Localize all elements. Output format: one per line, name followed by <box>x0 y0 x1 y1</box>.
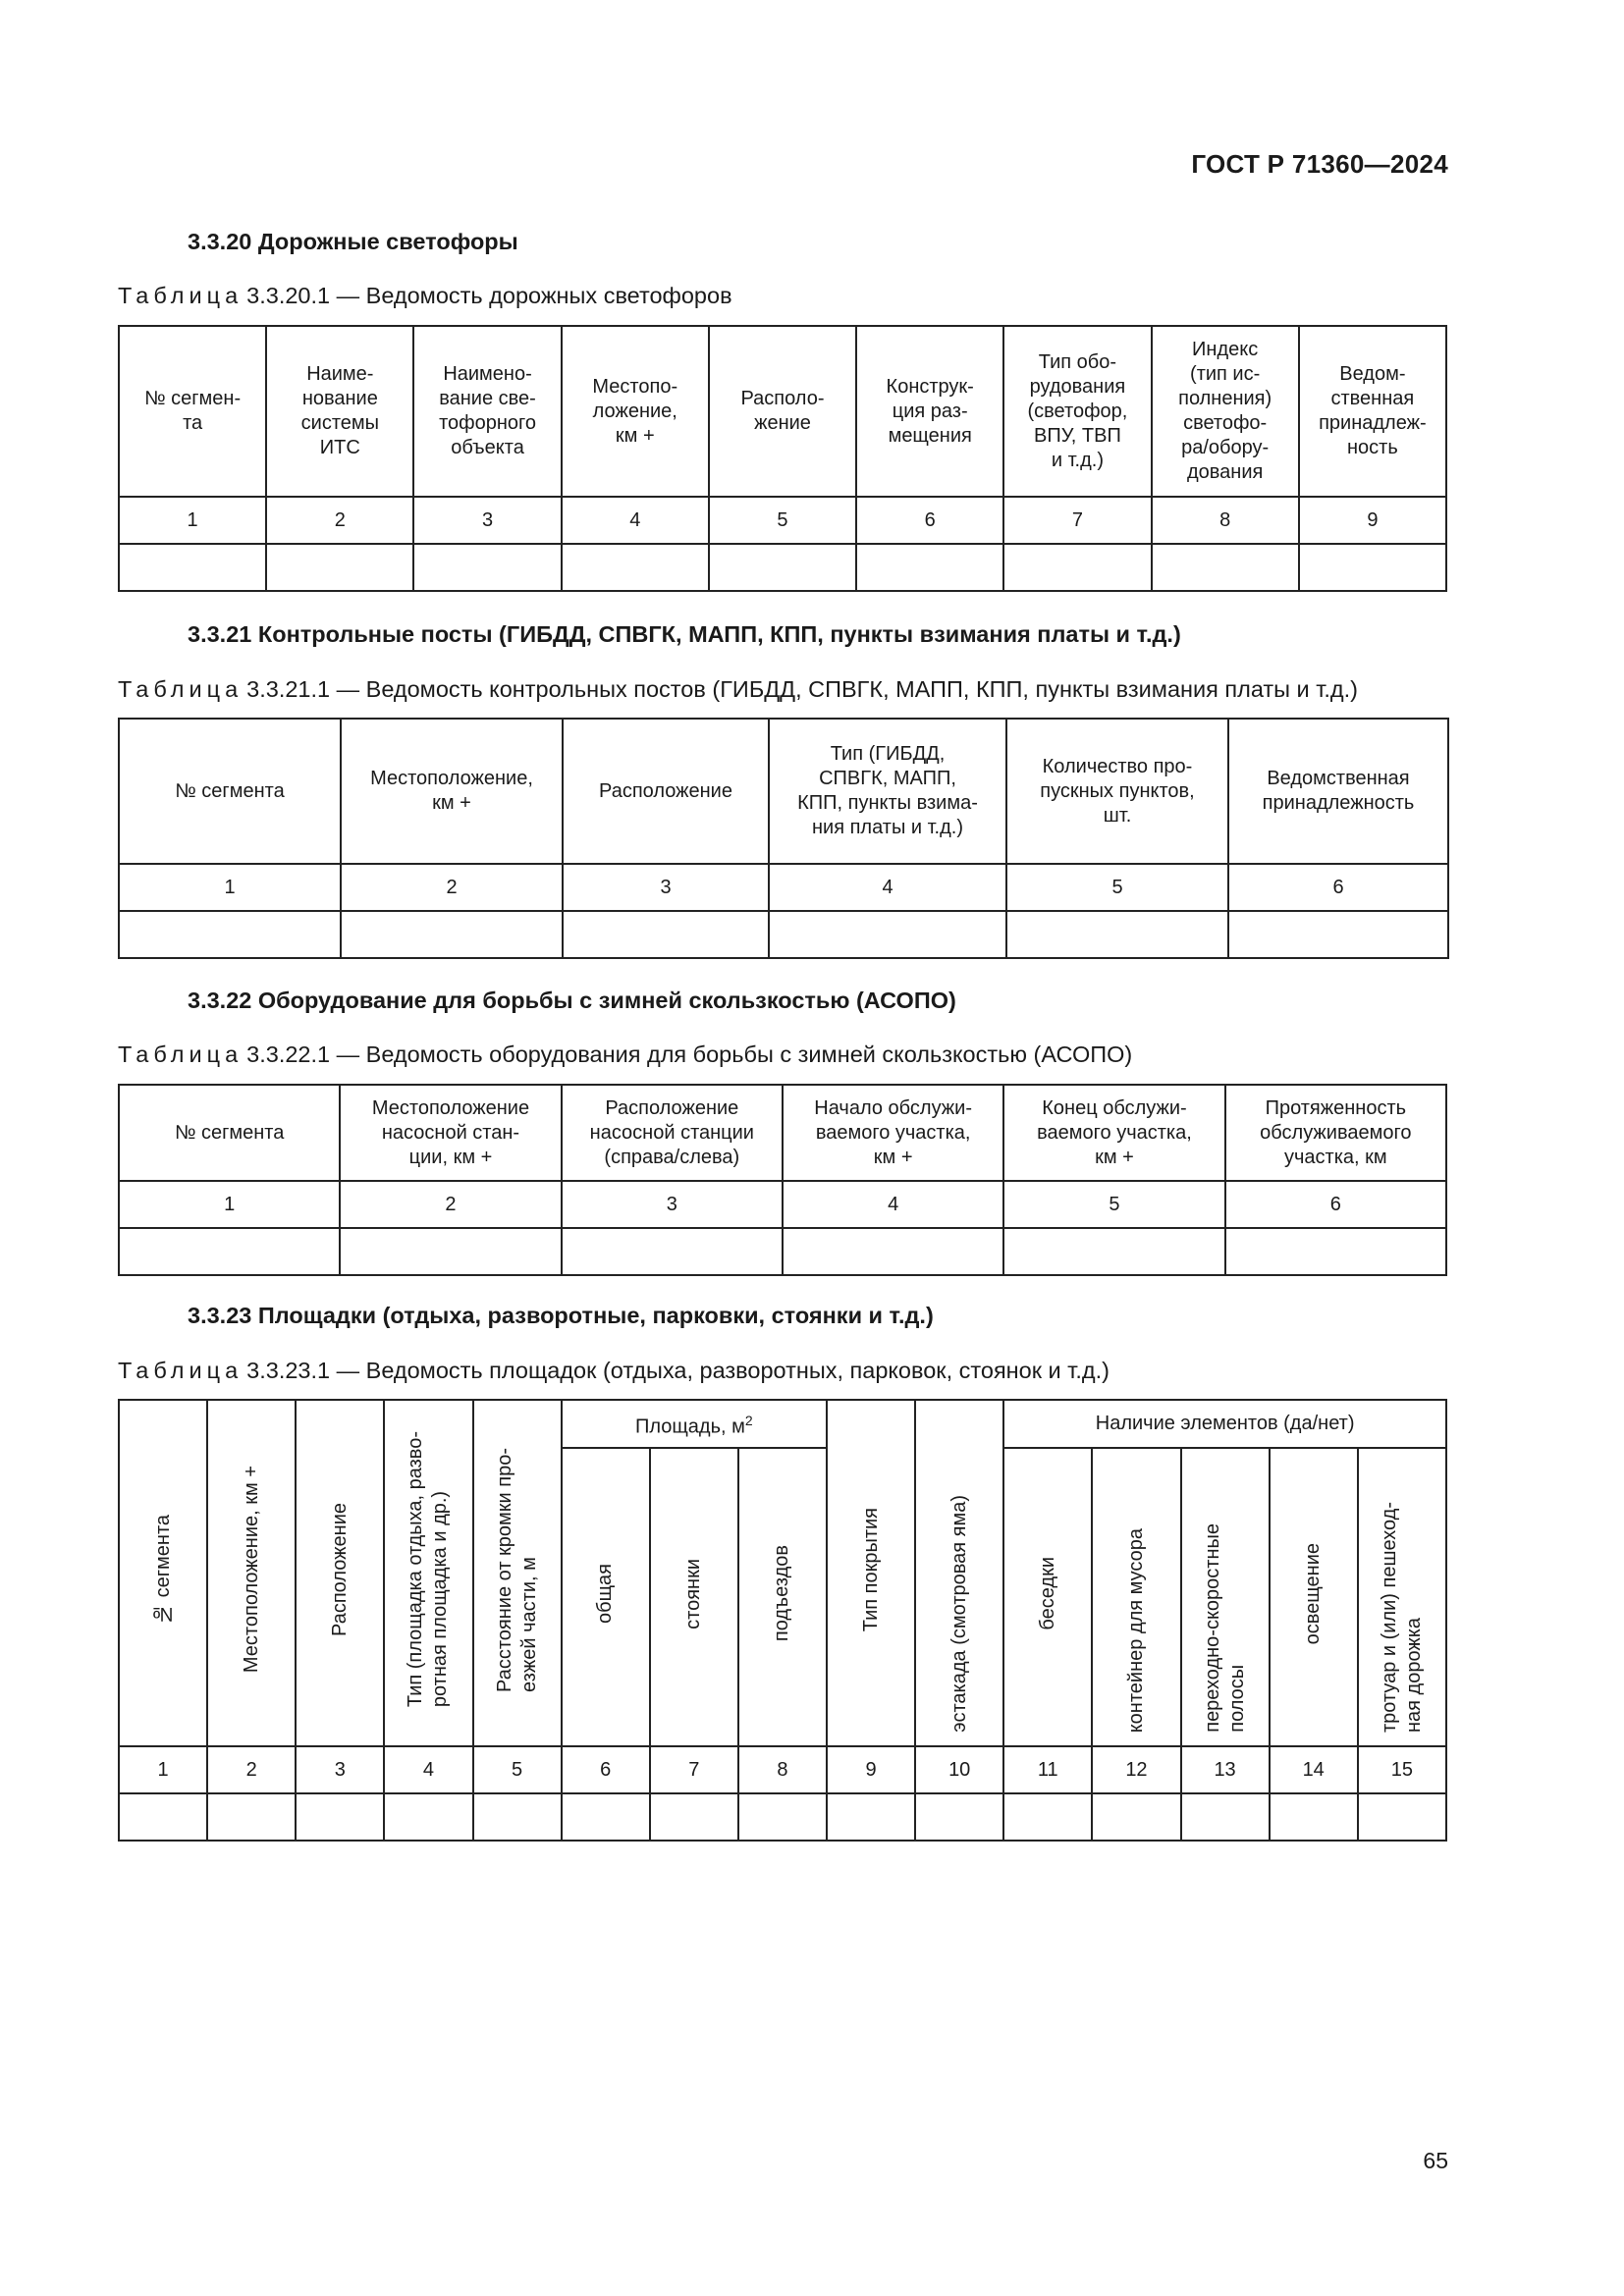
table-caption-3-3-23-1 <box>118 1358 1110 1384</box>
col-header-trash-container: контейнер для мусора <box>1092 1448 1180 1746</box>
table-cell <box>1003 544 1151 591</box>
col-header-object-name: Наимено- вание све- тофорного объекта <box>413 326 561 497</box>
table-caption-3-3-21-1 <box>118 676 1358 703</box>
column-number: 3 <box>563 864 769 911</box>
table-cell <box>650 1793 738 1841</box>
col-header-speed-change-lanes: переходно-скоростные полосы <box>1181 1448 1270 1746</box>
col-header-pump-station-location: Местоположение насосной стан- ции, км + <box>340 1085 561 1181</box>
col-header-segment: № сегмента <box>119 719 341 864</box>
col-header-location: Местоположение, км + <box>341 719 563 864</box>
column-number: 6 <box>856 497 1003 544</box>
col-header-position: Располо- жение <box>709 326 856 497</box>
empty-data-row <box>119 1793 1446 1841</box>
col-header-post-type: Тип (ГИБДД, СПВГК, МАПП, КПП, пункты взима- ния платы и т.д.) <box>769 719 1006 864</box>
column-number: 13 <box>1181 1746 1270 1793</box>
col-header-position: Расположение <box>563 719 769 864</box>
table-cell <box>1003 1793 1092 1841</box>
empty-data-row <box>119 911 1448 958</box>
table-cell <box>738 1793 827 1841</box>
column-number: 1 <box>119 864 341 911</box>
column-number: 8 <box>1152 497 1299 544</box>
column-number-row <box>119 497 1446 544</box>
col-header-ownership: Ведом- ственная принадлеж- ность <box>1299 326 1446 497</box>
table-header-row <box>119 326 1446 497</box>
table-cell <box>119 1228 340 1275</box>
col-header-checkpoint-count: Количество про- пускных пунктов, шт. <box>1006 719 1228 864</box>
column-number-row <box>119 1181 1446 1228</box>
caption-text: 3.3.22.1 — Ведомость оборудования для борьбы с зимней скользкостью (АСОПО) <box>246 1041 1133 1067</box>
table-cell <box>296 1793 384 1841</box>
table-cell <box>827 1793 915 1841</box>
column-number: 5 <box>1006 864 1228 911</box>
column-number: 4 <box>384 1746 472 1793</box>
table-cell <box>1181 1793 1270 1841</box>
table-cell <box>1152 544 1299 591</box>
table-caption-3-3-22-1 <box>118 1041 1132 1068</box>
caption-label: Таблица <box>118 1358 244 1383</box>
column-number: 1 <box>119 1746 207 1793</box>
table-cell <box>473 1793 562 1841</box>
table-cell <box>769 911 1006 958</box>
table-header-row <box>119 1085 1446 1181</box>
col-header-section-length: Протяженность обслуживаемого участка, км <box>1225 1085 1446 1181</box>
table-cell <box>1006 911 1228 958</box>
column-number: 2 <box>340 1181 561 1228</box>
col-header-overpass: эстакада (смотровая яма) <box>915 1400 1003 1746</box>
table-cell <box>915 1793 1003 1841</box>
table-cell <box>562 1228 783 1275</box>
col-header-index: Индекс (тип ис- полнения) светофо- ра/обору- дования <box>1152 326 1299 497</box>
col-header-lighting: освещение <box>1270 1448 1358 1746</box>
column-number: 14 <box>1270 1746 1358 1793</box>
table-cell <box>1299 544 1446 591</box>
column-number: 9 <box>1299 497 1446 544</box>
col-header-segment: № сегмента <box>119 1085 340 1181</box>
table-cell <box>1358 1793 1446 1841</box>
col-header-pump-station-position: Расположение насосной станции (справа/слева) <box>562 1085 783 1181</box>
table-header-row <box>119 719 1448 864</box>
table-cell <box>1092 1793 1180 1841</box>
col-header-surface-type: Тип покрытия <box>827 1400 915 1746</box>
col-group-area: Площадь, $м^2$ <box>562 1400 827 1448</box>
col-header-distance-from-edge: Расстояние от кромки про- езжей части, м <box>473 1400 562 1746</box>
column-number: 5 <box>473 1746 562 1793</box>
column-number: 6 <box>1225 1181 1446 1228</box>
column-number: 6 <box>1228 864 1448 911</box>
col-header-gazebos: беседки <box>1003 1448 1092 1746</box>
page-number: 65 <box>1423 2148 1448 2173</box>
caption-text: 3.3.21.1 — Ведомость контрольных постов (ГИБДД, СПВГК, МАПП, КПП, пункты взимания платы и т.д.) <box>246 676 1358 702</box>
section-heading-3-3-20: 3.3.20 Дорожные светофоры <box>188 229 518 254</box>
column-number-row <box>119 1746 1446 1793</box>
column-number-row <box>119 864 1448 911</box>
column-number: 12 <box>1092 1746 1180 1793</box>
column-number: 9 <box>827 1746 915 1793</box>
table-cell <box>1270 1793 1358 1841</box>
col-header-location: Местопо- ложение, км + <box>562 326 709 497</box>
section-heading-3-3-22: 3.3.22 Оборудование для борьбы с зимней скользкостью (АСОПО) <box>188 988 956 1013</box>
column-number: 4 <box>769 864 1006 911</box>
column-number: 3 <box>413 497 561 544</box>
column-number: 3 <box>296 1746 384 1793</box>
column-number: 10 <box>915 1746 1003 1793</box>
column-number: 15 <box>1358 1746 1446 1793</box>
column-number: 3 <box>562 1181 783 1228</box>
col-header-area-parking: стоянки <box>650 1448 738 1746</box>
col-header-segment: № сегмен- та <box>119 326 266 497</box>
column-number: 5 <box>709 497 856 544</box>
col-header-equipment-type: Тип обо- рудования (светофор, ВПУ, ТВП и т.д.) <box>1003 326 1151 497</box>
column-number: 1 <box>119 1181 340 1228</box>
table-cell <box>1228 911 1448 958</box>
caption-label: Таблица <box>118 1041 244 1067</box>
table-cell <box>119 544 266 591</box>
col-header-its-system: Наиме- нование системы ИТС <box>266 326 413 497</box>
table-cell <box>709 544 856 591</box>
table-cell <box>207 1793 296 1841</box>
table-cell <box>856 544 1003 591</box>
areas-table <box>118 1399 1447 1842</box>
col-header-construction: Конструк- ция раз- мещения <box>856 326 1003 497</box>
table-cell <box>384 1793 472 1841</box>
col-header-area-type: Тип (площадка отдыха, разво- ротная площадка и др.) <box>384 1400 472 1746</box>
table-cell <box>563 911 769 958</box>
section-heading-3-3-21: 3.3.21 Контрольные посты (ГИБДД, СПВГК, МАПП, КПП, пункты взимания платы и т.д.) <box>188 621 1181 647</box>
column-number: 11 <box>1003 1746 1092 1793</box>
caption-label: Таблица <box>118 283 244 308</box>
column-number: 2 <box>341 864 563 911</box>
col-header-section-start: Начало обслужи- ваемого участка, км + <box>783 1085 1003 1181</box>
column-number: 6 <box>562 1746 650 1793</box>
col-header-position: Расположение <box>296 1400 384 1746</box>
traffic-lights-table <box>118 325 1447 592</box>
column-number: 4 <box>562 497 709 544</box>
table-cell <box>413 544 561 591</box>
table-cell <box>266 544 413 591</box>
section-heading-3-3-23: 3.3.23 Площадки (отдыха, разворотные, парковки, стоянки и т.д.) <box>188 1303 934 1328</box>
empty-data-row <box>119 544 1446 591</box>
col-group-elements: Наличие элементов (да/нет) <box>1003 1400 1446 1448</box>
column-number: 7 <box>650 1746 738 1793</box>
column-number: 5 <box>1003 1181 1224 1228</box>
table-cell <box>562 544 709 591</box>
table-cell <box>1225 1228 1446 1275</box>
column-number: 8 <box>738 1746 827 1793</box>
column-number: 7 <box>1003 497 1151 544</box>
table-caption-3-3-20-1 <box>118 283 732 309</box>
caption-text: 3.3.20.1 — Ведомость дорожных светофоров <box>246 283 732 308</box>
table-cell <box>340 1228 561 1275</box>
column-number: 2 <box>266 497 413 544</box>
table-cell <box>119 911 341 958</box>
col-header-sidewalk: тротуар и (или) пешеход- ная дорожка <box>1358 1448 1446 1746</box>
caption-text: 3.3.23.1 — Ведомость площадок (отдыха, разворотных, парковок, стоянок и т.д.) <box>246 1358 1110 1383</box>
table-cell <box>119 1793 207 1841</box>
col-header-segment: № сегмента <box>119 1400 207 1746</box>
table-cell <box>562 1793 650 1841</box>
table-cell <box>341 911 563 958</box>
col-header-area-total: общая <box>562 1448 650 1746</box>
col-header-location: Местоположение, км + <box>207 1400 296 1746</box>
control-posts-table <box>118 718 1449 959</box>
col-header-section-end: Конец обслужи- ваемого участка, км + <box>1003 1085 1224 1181</box>
caption-label: Таблица <box>118 676 244 702</box>
table-header-row-top <box>119 1400 1446 1448</box>
col-header-area-access: подъездов <box>738 1448 827 1746</box>
column-number: 4 <box>783 1181 1003 1228</box>
col-header-ownership: Ведомственная принадлежность <box>1228 719 1448 864</box>
column-number: 1 <box>119 497 266 544</box>
table-cell <box>1003 1228 1224 1275</box>
winter-slipperiness-equipment-table <box>118 1084 1447 1276</box>
document-code: ГОСТ Р 71360—2024 <box>1191 149 1448 179</box>
column-number: 2 <box>207 1746 296 1793</box>
table-cell <box>783 1228 1003 1275</box>
empty-data-row <box>119 1228 1446 1275</box>
